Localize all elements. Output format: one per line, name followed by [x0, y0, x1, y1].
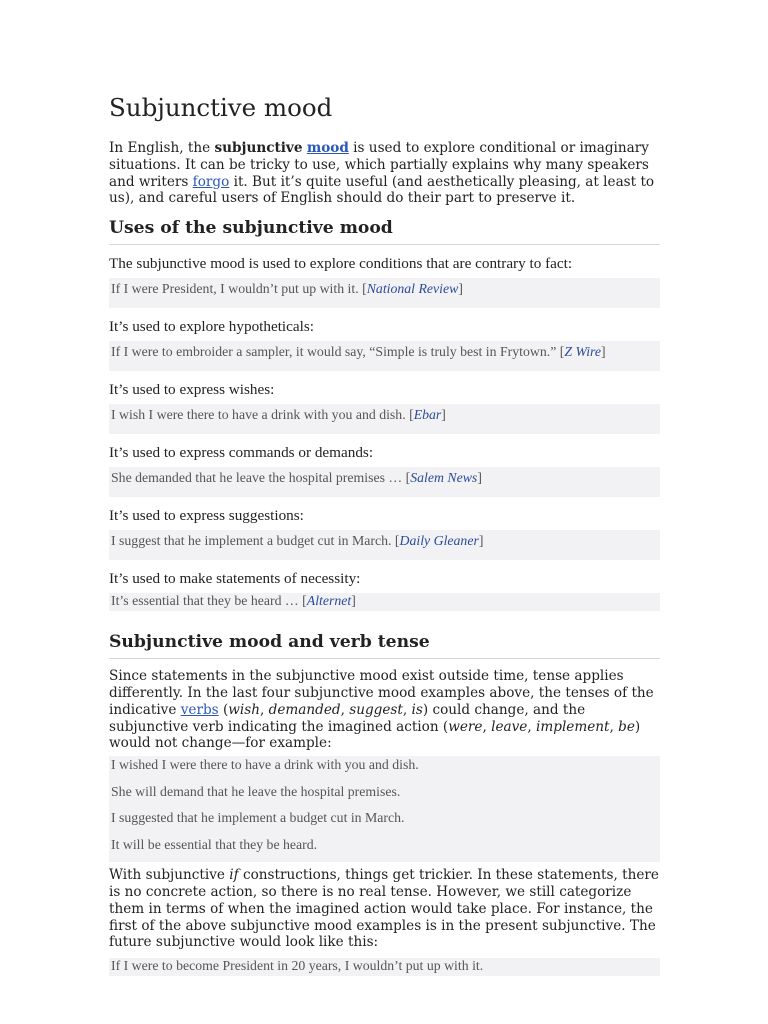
example-quote: If I were to become President in 20 years, I wouldn’t put up with it. — [109, 958, 660, 976]
use-lead: It’s used to express wishes: — [109, 381, 275, 399]
link-verbs[interactable]: verbs — [180, 701, 219, 718]
example-close: ] — [351, 593, 356, 609]
example-quote: I suggested that he implement a budget cut in March. — [109, 809, 660, 836]
italic-word: wish — [228, 701, 260, 718]
page-title: Subjunctive mood — [109, 93, 333, 122]
use-lead: The subjunctive mood is used to explore conditions that are contrary to fact: — [109, 255, 573, 273]
example-text: She demanded that he leave the hospital premises … [ — [111, 470, 411, 486]
para-text: ) would not change—for example: — [109, 718, 641, 752]
source-link[interactable]: Z Wire — [564, 344, 602, 360]
italic-word: is — [411, 701, 423, 718]
source-link[interactable]: Ebar — [413, 407, 442, 423]
example-quote — [109, 467, 660, 497]
if-constructions-paragraph — [109, 867, 660, 951]
para-text: , — [609, 718, 619, 735]
source-link[interactable]: Salem News — [410, 470, 478, 486]
use-lead: It’s used to make statements of necessity: — [109, 570, 361, 588]
source-link[interactable]: Alternet — [306, 593, 352, 609]
para-text: , — [402, 701, 412, 718]
intro-text-3: it. But it’s quite useful (and aesthetically pleasing, at least to us), and careful users of English should do their part to preserve it. — [109, 173, 655, 207]
para-text: With subjunctive — [109, 867, 230, 884]
link-mood[interactable]: mood — [306, 140, 349, 156]
example-text: If I were President, I wouldn’t put up with it. [ — [111, 281, 367, 297]
para-text: Since statements in the subjunctive mood exist outside time, tense applies differently. In the last four subjunctive mood examples above, the tenses of the indicative — [109, 668, 654, 718]
intro-text-2: is used to explore conditional or imaginary situations. It can be tricky to use, which partially explains why many speakers and writers — [109, 140, 649, 190]
intro-paragraph — [109, 140, 660, 207]
example-quote — [109, 341, 660, 371]
italic-word: leave — [491, 718, 528, 735]
italic-word: implement — [536, 718, 610, 735]
italic-word: suggest — [349, 701, 403, 718]
italic-word: demanded — [268, 701, 341, 718]
italic-word: if — [229, 867, 239, 884]
example-quote — [109, 404, 660, 434]
section-heading-uses: Uses of the subjunctive mood — [109, 217, 660, 245]
article — [109, 92, 660, 976]
example-close: ] — [601, 344, 606, 360]
example-close: ] — [478, 533, 484, 549]
intro-bold-subjunctive: subjunctive — [214, 140, 303, 156]
example-quote — [109, 593, 660, 611]
verb-tense-paragraph — [109, 668, 660, 752]
example-quote — [109, 278, 660, 308]
example-text: If I were to embroider a sampler, it would say, “Simple is truly best in Frytown.” [ — [111, 344, 565, 360]
example-close: ] — [477, 470, 482, 486]
para-text: ) could change, and the subjunctive verb indicating the imagined action ( — [109, 701, 586, 735]
section-heading-verb-tense: Subjunctive mood and verb tense — [109, 631, 660, 659]
link-forgo[interactable]: forgo — [192, 173, 230, 190]
example-close: ] — [458, 281, 463, 297]
para-text: , — [259, 701, 269, 718]
use-lead: It’s used to express commands or demands: — [109, 444, 374, 462]
example-quote: She will demand that he leave the hospital premises. — [109, 783, 660, 810]
example-text: I suggest that he implement a budget cut in March. [ — [111, 533, 400, 549]
para-text: , — [527, 718, 537, 735]
para-text: , — [482, 718, 492, 735]
para-text: ( — [218, 701, 229, 718]
tense-examples — [109, 756, 660, 862]
example-quote — [109, 530, 660, 560]
example-quote: It will be essential that they be heard. — [109, 836, 660, 863]
source-link[interactable]: Daily Gleaner — [399, 533, 479, 549]
uses-list — [109, 254, 660, 611]
italic-word: be — [618, 718, 635, 735]
source-link[interactable]: National Review — [366, 281, 459, 297]
example-quote: I wished I were there to have a drink with you and dish. — [109, 756, 660, 783]
italic-word: were — [448, 718, 483, 735]
para-text: , — [340, 701, 350, 718]
spacer — [109, 611, 660, 631]
example-text: It’s essential that they be heard … [ — [111, 593, 307, 609]
use-lead: It’s used to explore hypotheticals: — [109, 318, 314, 336]
use-lead: It’s used to express suggestions: — [109, 507, 304, 525]
example-text: I wish I were there to have a drink with you and dish. [ — [111, 407, 414, 423]
para-text: constructions, things get trickier. In these statements, there is no concrete action, so there is no real tense. However, we still categorize them in terms of when the imagined action would take place. For instance, the first of the above subjunctive mood examples is in the present subjunctive. The future subjunctive would look like this: — [109, 867, 659, 951]
example-close: ] — [441, 407, 446, 423]
intro-text-1: In English, the — [109, 140, 215, 156]
